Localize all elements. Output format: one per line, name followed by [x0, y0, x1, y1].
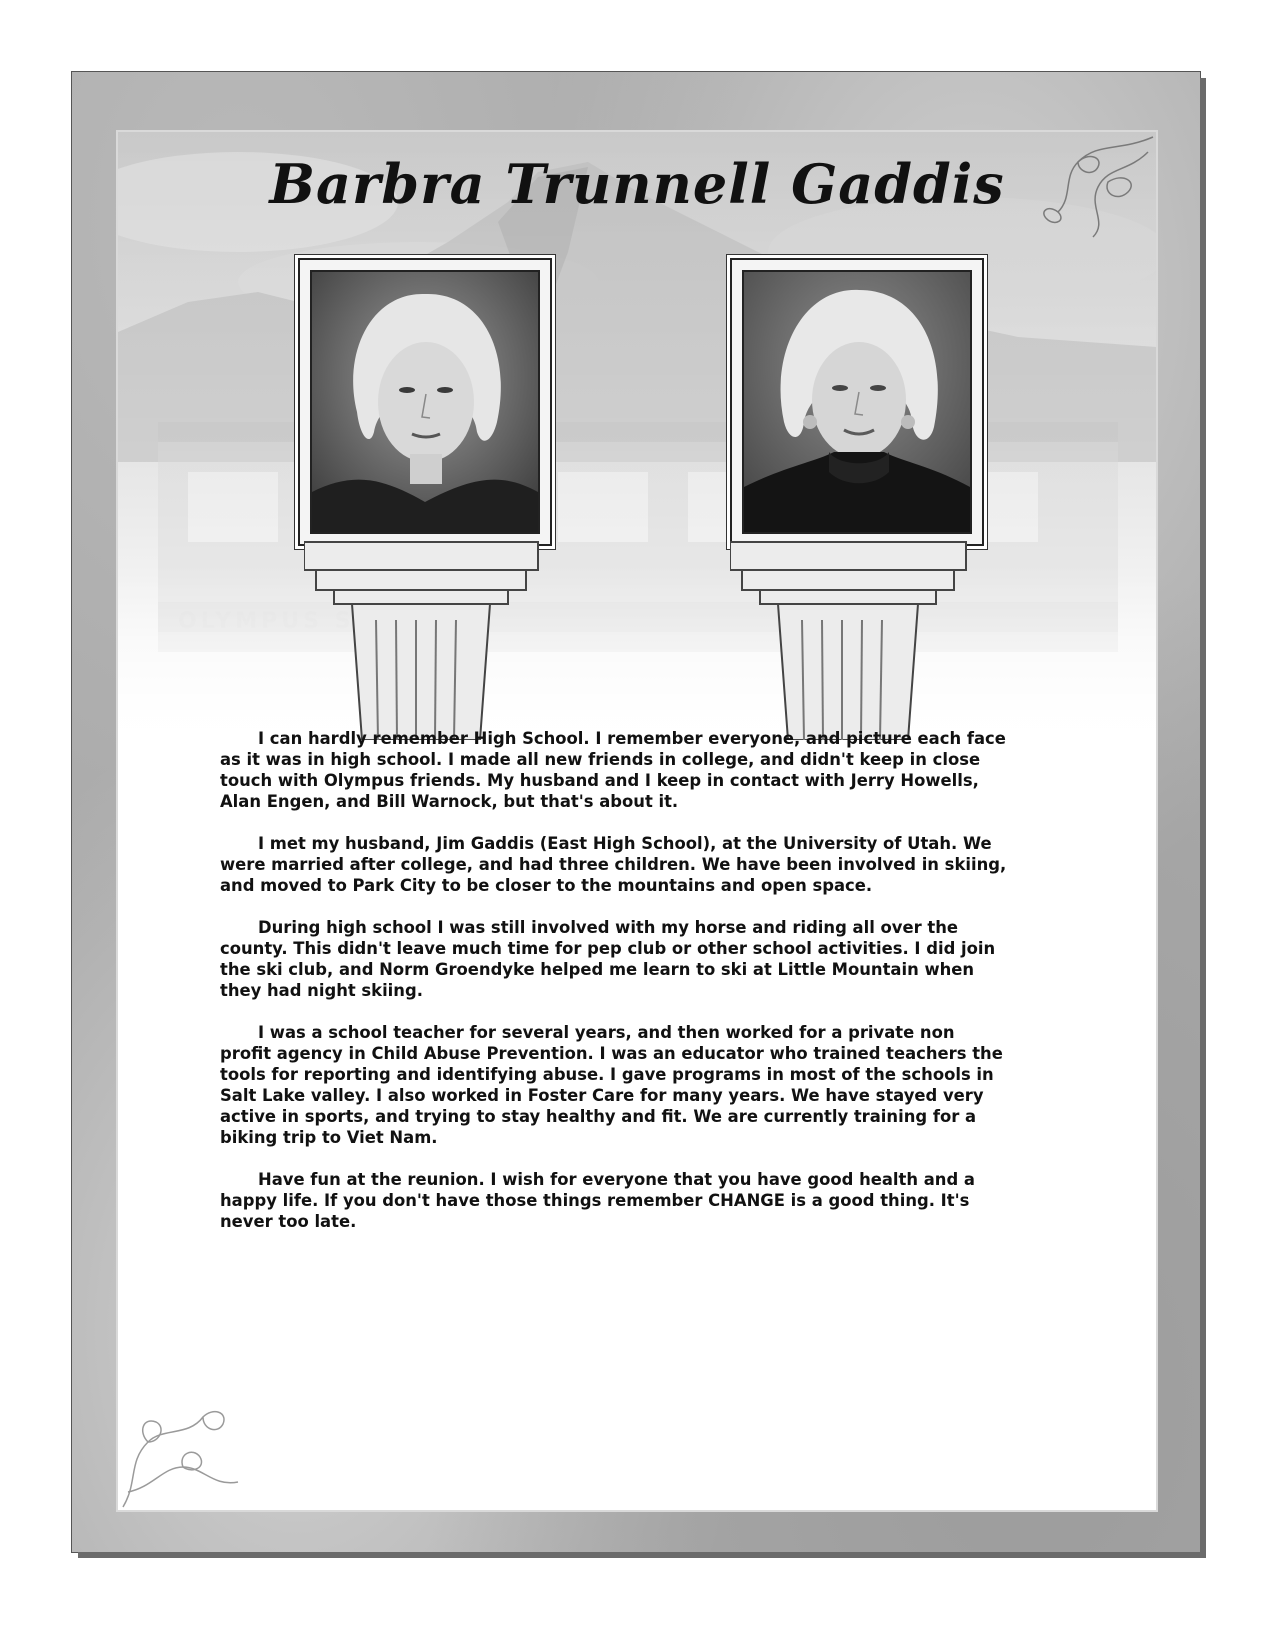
pillar-right [730, 540, 970, 740]
pillar-left [304, 540, 544, 740]
paragraph-1: I can hardly remember High School. I remember everyone, and picture each face as it was in high school. I made all new friends in college, and didn't keep in close touch with Olympus friends. My husband and I keep in contact with Jerry Howells, Alan Engen, and Bill Warnock, but that's about it. [220, 729, 1006, 811]
page-title: Barbra Trunnell Gaddis [269, 152, 1005, 216]
portrait-young-woman-image [312, 272, 538, 532]
biography-text [220, 728, 1010, 1253]
photo-frame-current [730, 258, 984, 546]
paragraph-5: Have fun at the reunion. I wish for everyone that you have good health and a happy life. If you don't have those things remember CHANGE is a good thing. It's never too late. [220, 1170, 975, 1231]
portrait-older-woman-image [744, 272, 970, 532]
content-panel [118, 132, 1156, 1510]
high-school-portrait-photo [310, 270, 540, 534]
paragraph-3: During high school I was still involved with my horse and riding all over the county. This didn't leave much time for pep club or other school activities. I did join the ski club, and Norm Groendyke helped me learn to ski at Little Mountain when they had night skiing. [220, 918, 996, 1000]
current-portrait-photo [742, 270, 972, 534]
paragraph-4: I was a school teacher for several years, and then worked for a private non profit agency in Child Abuse Prevention. I was an educator who trained teachers the tools for reporting and identifying abuse. I gave programs in most of the schools in Salt Lake valley. I also worked in Foster Care for many years. We have stayed very active in sports, and trying to stay healthy and fit. We are currently training for a biking trip to Viet Nam. [220, 1023, 1003, 1147]
photo-frame-high-school [298, 258, 552, 546]
floral-flourish-bottom-left [118, 1372, 268, 1510]
paragraph-2: I met my husband, Jim Gaddis (East High School), at the University of Utah. We were married after college, and had three children. We have been involved in skiing, and moved to Park City to be closer to the mountains and open space. [220, 834, 1007, 895]
